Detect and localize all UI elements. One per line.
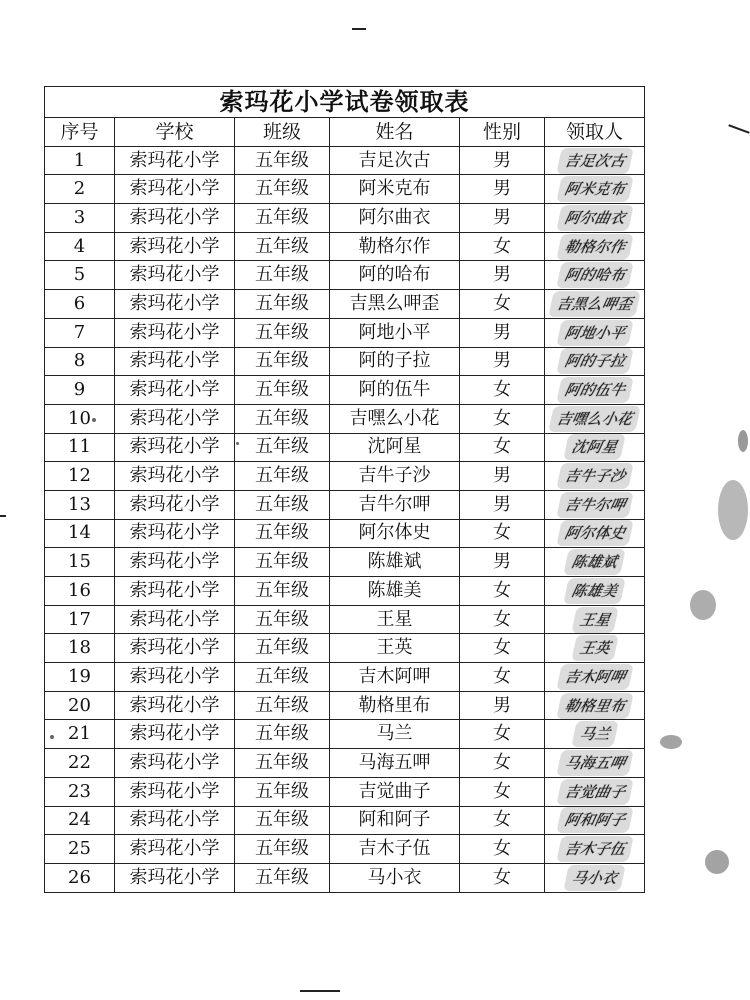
handwritten-signature: 吉觉曲子 [556,779,634,805]
cell-grade: 五年级 [235,261,330,290]
cell-name: 阿尔曲衣 [330,204,460,233]
cell-name: 陈雄斌 [330,548,460,577]
cell-receiver [545,634,645,663]
cell-seq: 25 [45,835,115,864]
cell-name: 吉牛尔呷 [330,490,460,519]
cell-name: 阿米克布 [330,175,460,204]
cell-grade: 五年级 [235,548,330,577]
table-row [45,663,645,692]
cell-grade: 五年级 [235,433,330,462]
cell-gender: 女 [460,863,545,892]
cell-name: 马海五呷 [330,749,460,778]
cell-name: 陈雄美 [330,577,460,606]
cell-gender: 女 [460,519,545,548]
header-receiver: 领取人 [545,118,645,147]
cell-gender: 男 [460,691,545,720]
handwritten-signature: 勒格尔作 [556,234,634,260]
table-row [45,290,645,319]
cell-receiver [545,806,645,835]
cell-receiver [545,376,645,405]
cell-grade: 五年级 [235,519,330,548]
handwritten-signature: 马兰 [571,721,619,747]
cell-name: 勒格尔作 [330,232,460,261]
cell-gender: 女 [460,663,545,692]
scan-mark [300,990,340,992]
cell-school: 索玛花小学 [115,605,235,634]
cell-gender: 女 [460,605,545,634]
cell-seq: 21 [45,720,115,749]
cell-grade: 五年级 [235,691,330,720]
cell-name: 阿和阿子 [330,806,460,835]
cell-gender: 女 [460,720,545,749]
cell-seq: 16 [45,577,115,606]
cell-receiver [545,347,645,376]
cell-gender: 女 [460,806,545,835]
handwritten-signature: 马海五呷 [556,750,634,776]
cell-school: 索玛花小学 [115,290,235,319]
handwritten-signature: 陈雄斌 [563,549,626,575]
cell-name: 吉嘿么小花 [330,404,460,433]
cell-grade: 五年级 [235,318,330,347]
cell-grade: 五年级 [235,806,330,835]
cell-receiver [545,691,645,720]
table-row [45,548,645,577]
cell-school: 索玛花小学 [115,204,235,233]
handwritten-signature: 阿的伍牛 [556,377,634,403]
cell-receiver [545,204,645,233]
cell-school: 索玛花小学 [115,777,235,806]
cell-seq: 22 [45,749,115,778]
cell-school: 索玛花小学 [115,519,235,548]
scan-speck [738,430,748,452]
cell-seq: 17 [45,605,115,634]
table-row [45,634,645,663]
cell-gender: 男 [460,318,545,347]
handwritten-signature: 吉嘿么小花 [548,406,641,432]
cell-gender: 女 [460,577,545,606]
handwritten-signature: 阿的子拉 [556,348,634,374]
header-school: 学校 [115,118,235,147]
cell-seq: 23 [45,777,115,806]
cell-school: 索玛花小学 [115,175,235,204]
cell-grade: 五年级 [235,347,330,376]
cell-grade: 五年级 [235,605,330,634]
cell-receiver [545,261,645,290]
cell-school: 索玛花小学 [115,720,235,749]
cell-seq: 10 [45,404,115,433]
cell-grade: 五年级 [235,290,330,319]
table-row [45,232,645,261]
handwritten-signature: 阿米克布 [556,176,634,202]
table-row [45,720,645,749]
handwritten-signature: 阿尔体史 [556,520,634,546]
scan-mark [728,124,749,133]
cell-name: 王星 [330,605,460,634]
handwritten-signature: 阿和阿子 [556,807,634,833]
table-row [45,462,645,491]
cell-seq: 9 [45,376,115,405]
table-row [45,347,645,376]
cell-seq: 12 [45,462,115,491]
cell-seq: 20 [45,691,115,720]
handwritten-signature: 马小衣 [563,865,626,891]
handwritten-signature: 吉黑么呷歪 [548,291,641,317]
cell-gender: 女 [460,376,545,405]
cell-name: 王英 [330,634,460,663]
header-row [45,118,645,147]
cell-seq: 6 [45,290,115,319]
cell-gender: 女 [460,634,545,663]
handwritten-signature: 王英 [571,635,619,661]
cell-receiver [545,433,645,462]
scan-speck [50,735,54,739]
cell-receiver [545,663,645,692]
cell-receiver [545,720,645,749]
cell-seq: 11 [45,433,115,462]
cell-name: 吉木阿呷 [330,663,460,692]
table-row [45,577,645,606]
handwritten-signature: 吉牛尔呷 [556,492,634,518]
cell-seq: 15 [45,548,115,577]
cell-grade: 五年级 [235,404,330,433]
cell-seq: 2 [45,175,115,204]
cell-school: 索玛花小学 [115,404,235,433]
cell-grade: 五年级 [235,146,330,175]
table-row [45,835,645,864]
cell-school: 索玛花小学 [115,663,235,692]
handwritten-signature: 勒格里布 [556,693,634,719]
cell-receiver [545,548,645,577]
handwritten-signature: 阿地小平 [556,320,634,346]
cell-school: 索玛花小学 [115,490,235,519]
cell-grade: 五年级 [235,175,330,204]
table-row [45,146,645,175]
cell-seq: 19 [45,663,115,692]
cell-grade: 五年级 [235,490,330,519]
cell-school: 索玛花小学 [115,462,235,491]
cell-seq: 8 [45,347,115,376]
header-gender: 性别 [460,118,545,147]
cell-name: 吉牛子沙 [330,462,460,491]
cell-seq: 5 [45,261,115,290]
cell-grade: 五年级 [235,720,330,749]
cell-seq: 24 [45,806,115,835]
scan-mark [352,28,366,30]
table-row [45,863,645,892]
cell-name: 马小衣 [330,863,460,892]
table-row [45,404,645,433]
cell-receiver [545,519,645,548]
table-row [45,261,645,290]
cell-seq: 4 [45,232,115,261]
handwritten-signature: 阿的哈布 [556,262,634,288]
handwritten-signature: 陈雄美 [563,578,626,604]
cell-school: 索玛花小学 [115,577,235,606]
cell-school: 索玛花小学 [115,691,235,720]
scan-speck [236,442,239,445]
cell-receiver [545,777,645,806]
title-row [45,87,645,118]
cell-name: 勒格里布 [330,691,460,720]
cell-gender: 男 [460,490,545,519]
scan-speck [92,418,96,422]
cell-school: 索玛花小学 [115,376,235,405]
scan-speck [660,735,682,749]
cell-name: 吉木子伍 [330,835,460,864]
cell-receiver [545,404,645,433]
cell-seq: 3 [45,204,115,233]
cell-school: 索玛花小学 [115,347,235,376]
cell-seq: 18 [45,634,115,663]
cell-receiver [545,290,645,319]
cell-grade: 五年级 [235,777,330,806]
cell-grade: 五年级 [235,204,330,233]
table-row [45,777,645,806]
scan-speck [690,590,716,620]
cell-name: 马兰 [330,720,460,749]
cell-name: 沈阿星 [330,433,460,462]
cell-grade: 五年级 [235,577,330,606]
handwritten-signature: 吉木子伍 [556,836,634,862]
cell-name: 阿地小平 [330,318,460,347]
cell-grade: 五年级 [235,663,330,692]
cell-name: 吉足次古 [330,146,460,175]
cell-school: 索玛花小学 [115,146,235,175]
cell-seq: 26 [45,863,115,892]
header-grade: 班级 [235,118,330,147]
scan-mark [0,515,6,517]
table-row [45,806,645,835]
cell-receiver [545,835,645,864]
header-seq: 序号 [45,118,115,147]
cell-gender: 女 [460,749,545,778]
cell-gender: 男 [460,261,545,290]
cell-school: 索玛花小学 [115,232,235,261]
cell-gender: 女 [460,835,545,864]
handwritten-signature: 沈阿星 [563,434,626,460]
cell-receiver [545,490,645,519]
cell-gender: 男 [460,175,545,204]
cell-school: 索玛花小学 [115,749,235,778]
table-row [45,605,645,634]
cell-grade: 五年级 [235,835,330,864]
cell-seq: 14 [45,519,115,548]
cell-school: 索玛花小学 [115,433,235,462]
table-row [45,175,645,204]
cell-gender: 女 [460,777,545,806]
cell-grade: 五年级 [235,232,330,261]
table-row [45,691,645,720]
handwritten-signature: 吉木阿呷 [556,664,634,690]
cell-name: 吉黑么呷歪 [330,290,460,319]
table-row [45,490,645,519]
cell-school: 索玛花小学 [115,634,235,663]
handwritten-signature: 吉足次古 [556,148,634,174]
table-title: 索玛花小学试卷领取表 [45,87,645,118]
cell-school: 索玛花小学 [115,548,235,577]
cell-name: 阿的哈布 [330,261,460,290]
cell-gender: 女 [460,290,545,319]
table-body [45,146,645,892]
cell-receiver [545,175,645,204]
cell-school: 索玛花小学 [115,318,235,347]
cell-receiver [545,146,645,175]
table-row [45,204,645,233]
cell-receiver [545,577,645,606]
cell-receiver [545,863,645,892]
cell-gender: 男 [460,204,545,233]
cell-receiver [545,462,645,491]
cell-seq: 7 [45,318,115,347]
table-row [45,376,645,405]
receipt-table [44,86,645,893]
cell-school: 索玛花小学 [115,835,235,864]
cell-seq: 1 [45,146,115,175]
cell-grade: 五年级 [235,634,330,663]
handwritten-signature: 吉牛子沙 [556,463,634,489]
cell-name: 吉觉曲子 [330,777,460,806]
cell-receiver [545,232,645,261]
table-row [45,433,645,462]
handwritten-signature: 王星 [571,607,619,633]
scan-speck [718,480,748,540]
cell-name: 阿的伍牛 [330,376,460,405]
cell-seq: 13 [45,490,115,519]
handwritten-signature: 阿尔曲衣 [556,205,634,231]
cell-school: 索玛花小学 [115,863,235,892]
cell-school: 索玛花小学 [115,261,235,290]
header-name: 姓名 [330,118,460,147]
table-row [45,318,645,347]
cell-gender: 男 [460,146,545,175]
cell-gender: 男 [460,548,545,577]
cell-gender: 女 [460,232,545,261]
cell-grade: 五年级 [235,749,330,778]
cell-grade: 五年级 [235,376,330,405]
cell-name: 阿尔体史 [330,519,460,548]
cell-receiver [545,749,645,778]
cell-grade: 五年级 [235,863,330,892]
cell-gender: 男 [460,462,545,491]
cell-receiver [545,605,645,634]
cell-school: 索玛花小学 [115,806,235,835]
cell-grade: 五年级 [235,462,330,491]
cell-name: 阿的子拉 [330,347,460,376]
cell-gender: 女 [460,404,545,433]
cell-gender: 男 [460,347,545,376]
scan-speck [705,850,729,874]
cell-gender: 女 [460,433,545,462]
cell-receiver [545,318,645,347]
table-row [45,519,645,548]
table-row [45,749,645,778]
